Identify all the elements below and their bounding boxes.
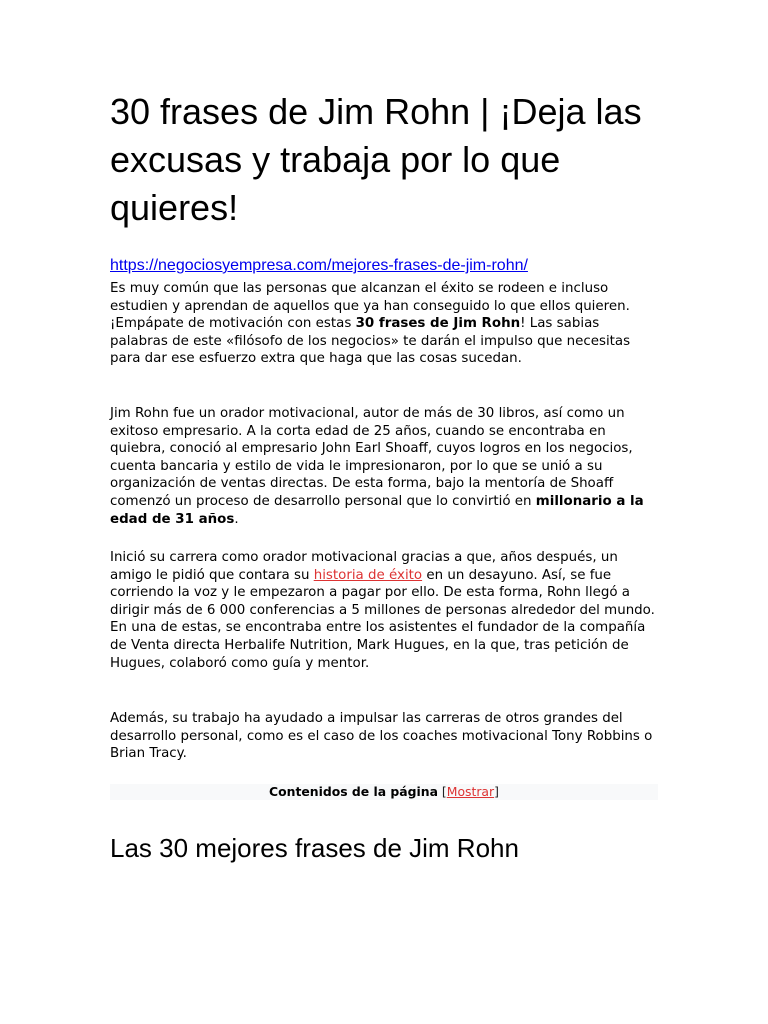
intro-paragraph	[110, 280, 658, 368]
table-of-contents-bar	[110, 784, 658, 800]
source-url-link[interactable]: https://negociosyempresa.com/mejores-frases-de-jim-rohn/	[110, 257, 528, 274]
intro-text-b: ! Las sabias palabras de este «filósofo de los negocios» te darán el impulso que necesitas para dar ese esfuerzo extra que haga que las cosas sucedan.	[110, 316, 631, 367]
career-paragraph	[110, 549, 658, 672]
toc-bracket-close: ]	[494, 784, 499, 799]
legacy-paragraph	[110, 710, 658, 763]
biography-text-b: .	[234, 511, 239, 527]
biography-paragraph	[110, 405, 658, 528]
intro-bold-phrase: 30 frases de Jim Rohn	[355, 316, 521, 332]
legacy-text: Además, su trabajo ha ayudado a impulsar las carreras de otros grandes del desarrollo personal, como es el caso de los coaches motivacional Tony Robbins o Brian Tracy.	[110, 711, 653, 762]
toc-show-toggle[interactable]: Mostrar	[446, 784, 495, 799]
intro-text-a: Es muy común que las personas que alcanzan el éxito se rodeen e incluso estudien y aprendan de aquellos que ya han conseguido lo que ellos quieren. ¡Empápate de motivación con estas	[110, 281, 630, 332]
toc-title: Contenidos de la página	[269, 784, 438, 799]
section-heading: Las 30 mejores frases de Jim Rohn	[110, 833, 519, 863]
article-title: 30 frases de Jim Rohn | ¡Deja las excusas y trabaja por lo que quieres!	[110, 91, 642, 228]
career-text-a: Inició su carrera como orador motivacional gracias a que, años después, un amigo le pidió que contara su	[110, 550, 618, 583]
success-story-link[interactable]: historia de éxito	[313, 567, 423, 583]
biography-text-a: Jim Rohn fue un orador motivacional, autor de más de 30 libros, así como un exitoso empresario. A la corta edad de 25 años, cuando se encontraba en quiebra, conoció al empresario John Earl Shoaff, cuyos logros en los negocios, cuenta bancaria y estilo de vida le impresionaron, por lo que se unió a su organización de ventas directas. De esta forma, bajo la mentoría de Shoaff comenzó un proceso de desarrollo personal que lo convirtió en	[110, 406, 633, 509]
career-text-b: en un desayuno. Así, se fue corriendo la voz y le empezaron a pagar por ello. De esta forma, Rohn llegó a dirigir más de 6 000 conferencias a 5 millones de personas alrededor del mundo. En una de estas, se encontraba entre los asistentes el fundador de la compañía de Venta directa Herbalife Nutrition, Mark Hugues, en la que, tras petición de Hugues, colaboró como guía y mentor.	[110, 567, 655, 671]
biography-bold-phrase: millonario a la edad de 31 años	[110, 493, 644, 527]
toc-bracket-open: [	[441, 784, 447, 799]
